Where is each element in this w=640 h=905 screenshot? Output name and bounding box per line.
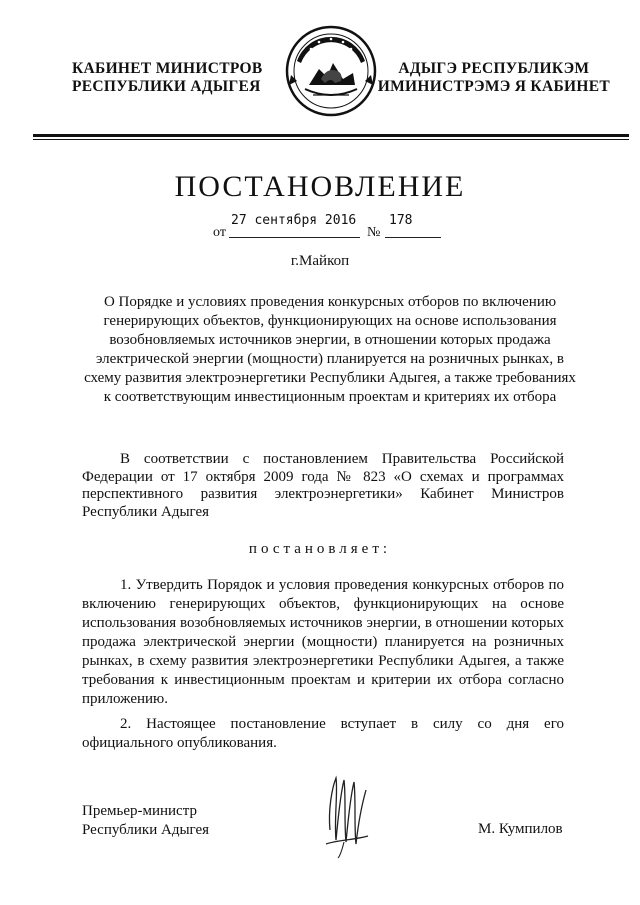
date-prefix: от — [213, 225, 226, 240]
date-underline — [229, 237, 360, 238]
header-right-line2: ИМИНИСТРЭМЭ Я КАБИНЕТ — [377, 78, 610, 95]
header-left — [72, 60, 263, 96]
header-divider-thick — [33, 134, 629, 137]
signatory-name: М. Кумпилов — [478, 821, 563, 837]
document-date: 27 сентября 2016 — [231, 213, 357, 228]
date-number-line — [0, 213, 640, 243]
document-subject: О Порядке и условиях проведения конкурсных отборов по включению генерирующих объектов, функционирующих на основе использования возобновляемых источников энергии, в отношении которых продажа электрической энергии (мощности) планируется на розничных рынках, в схему развития электроэнергетики Республики Адыгея, а также требованиях к соответствующим инвестиционным проектам и критериях их отбора — [84, 294, 576, 405]
header-left-line2: РЕСПУБЛИКИ АДЫГЕЯ — [72, 78, 261, 95]
document-number: 178 — [389, 213, 413, 228]
coat-of-arms-icon — [283, 23, 379, 119]
decree-item-1: 1. Утвердить Порядок и условия проведения конкурсных отборов по включению генерирующих объектов, функционирующих на основе использования возобновляемых источников энергии, в отношении которых продажа электрической энергии (мощности) планируется на розничных рынках, в схему развития электроэнергетики Республики Адыгея, а также требования к инвестиционным проектам и критерии их отбора согласно приложению. — [82, 577, 564, 707]
number-prefix: № — [367, 225, 381, 240]
signatory-title-line1: Премьер-министр — [82, 803, 197, 819]
document-title: ПОСТАНОВЛЕНИЕ — [174, 170, 466, 203]
header-left-line1: КАБИНЕТ МИНИСТРОВ — [72, 60, 263, 77]
signatory-title — [82, 802, 209, 840]
signatory-title-line2: Республики Адыгея — [82, 822, 210, 838]
decree-word: постановляет: — [248, 541, 392, 557]
number-underline — [385, 237, 441, 238]
document-city: г.Майкоп — [290, 253, 350, 269]
header-right — [378, 60, 610, 96]
decree-item-2: 2. Настоящее постановление вступает в силу со дня его официального опубликования. — [82, 716, 564, 751]
header-right-line1: АДЫГЭ РЕСПУБЛИКЭМ — [398, 60, 590, 77]
document-intro: В соответствии с постановлением Правительства Российской Федерации от 17 октября 2009 года № 823 «О схемах и программах перспективного развития электроэнергетики» Кабинет Министров Республики Адыгея — [82, 451, 564, 520]
header-divider-thin — [33, 139, 629, 140]
handwritten-signature — [318, 770, 376, 860]
